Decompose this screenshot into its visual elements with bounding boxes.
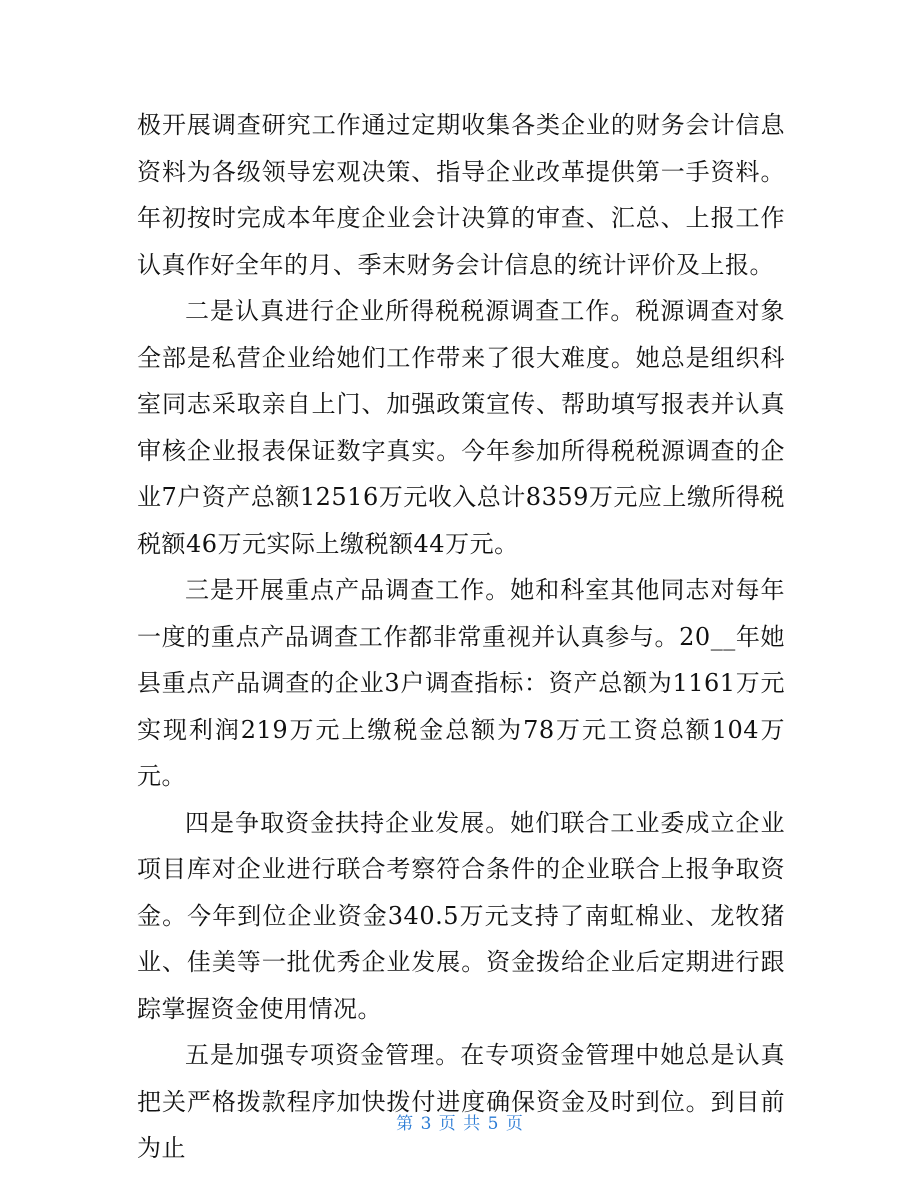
page-number-label: 第 3 页 共 5 页 (396, 1114, 524, 1134)
paragraph-5: 五是加强专项资金管理。在专项资金管理中她总是认真把关严格拨款程序加快拨付进度确保资金及时到位。到目前为止 (137, 1041, 785, 1162)
paragraph-2: 二是认真进行企业所得税税源调查工作。税源调查对象全部是私营企业给她们工作带来了很大难度。她总是组织科室同志采取亲自上门、加强政策宣传、帮助填写报表并认真审核企业报表保证数字真实。今年参加所得税税源调查的企业7户资产总额12516万元收入总计8359万元应上缴所得税税额46万元实际上缴税额44万元。 (137, 297, 785, 558)
paragraph-4: 四是争取资金扶持企业发展。她们联合工业委成立企业项目库对企业进行联合考察符合条件的企业联合上报争取资金。今年到位企业资金340.5万元支持了南虹棉业、龙牧猪业、佳美等一批优秀企业发展。资金拨给企业后定期进行跟踪掌握资金使用情况。 (137, 808, 785, 1023)
page-footer (0, 1112, 920, 1136)
paragraph-1: 极开展调查研究工作通过定期收集各类企业的财务会计信息资料为各级领导宏观决策、指导企业改革提供第一手资料。年初按时完成本年度企业会计决算的审查、汇总、上报工作认真作好全年的月、季末财务会计信息的统计评价及上报。 (137, 111, 785, 279)
document-body (137, 102, 785, 1172)
paragraph-3: 三是开展重点产品调查工作。她和科室其他同志对每年一度的重点产品调查工作都非常重视并认真参与。20__年她县重点产品调查的企业3户调查指标：资产总额为1161万元实现利润219万元上缴税金总额为78万元工资总额104万元。 (137, 576, 785, 790)
